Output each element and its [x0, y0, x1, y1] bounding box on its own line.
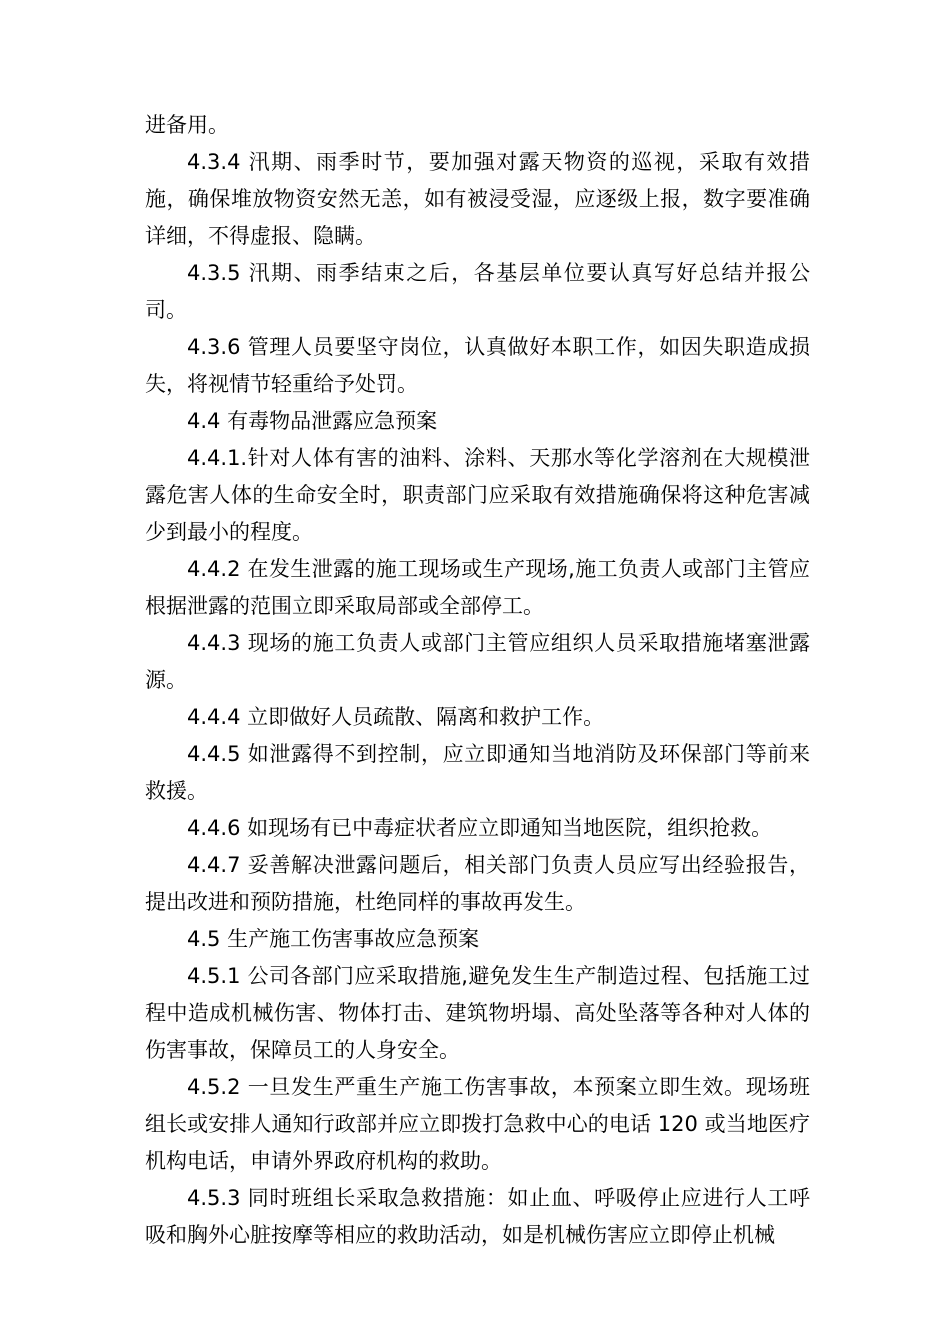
paragraph-4-4-2: 4.4.2 在发生泄露的施工现场或生产现场,施工负责人或部门主管应根据泄露的范围立即采取局部或全部停工。: [145, 557, 810, 618]
document-body: [145, 107, 810, 1254]
paragraph-4-5-3: 4.5.3 同时班组长采取急救措施：如止血、呼吸停止应进行人工呼吸和胸外心脏按摩等相应的救助活动，如是机械伤害应立即停止机械: [145, 1186, 810, 1247]
paragraph-4-4-1: 4.4.1.针对人体有害的油料、涂料、天那水等化学溶剂在大规模泄露危害人体的生命安全时，职责部门应采取有效措施确保将这种危害减少到最小的程度。: [145, 446, 810, 544]
paragraph-4-4-7: 4.4.7 妥善解决泄露问题后，相关部门负责人员应写出经验报告，提出改进和预防措施，杜绝同样的事故再发生。: [145, 853, 810, 914]
paragraph-4-4-6: 4.4.6 如现场有已中毒症状者应立即通知当地医院，组织抢救。: [187, 816, 773, 840]
paragraph-4-3-5: 4.3.5 汛期、雨季结束之后，各基层单位要认真写好总结并报公司。: [145, 261, 810, 322]
paragraph-0: 进备用。: [145, 113, 229, 137]
paragraph-4-4-5: 4.4.5 如泄露得不到控制，应立即通知当地消防及环保部门等前来救援。: [145, 742, 810, 803]
section-heading-4-5: 4.5 生产施工伤害事故应急预案: [187, 927, 480, 951]
paragraph-4-5-1: 4.5.1 公司各部门应采取措施,避免发生生产制造过程、包括施工过程中造成机械伤害、物体打击、建筑物坍塌、高处坠落等各种对人体的伤害事故，保障员工的人身安全。: [145, 964, 810, 1062]
paragraph-4-3-6: 4.3.6 管理人员要坚守岗位，认真做好本职工作，如因失职造成损失，将视情节轻重给予处罚。: [145, 335, 810, 396]
paragraph-4-4-4: 4.4.4 立即做好人员疏散、隔离和救护工作。: [187, 705, 605, 729]
section-heading-4-4: 4.4 有毒物品泄露应急预案: [187, 409, 438, 433]
paragraph-4-4-3: 4.4.3 现场的施工负责人或部门主管应组织人员采取措施堵塞泄露源。: [145, 631, 810, 692]
paragraph-4-5-2: 4.5.2 一旦发生严重生产施工伤害事故，本预案立即生效。现场班组长或安排人通知行政部并应立即拨打急救中心的电话 120 或当地医疗机构电话，申请外界政府机构的救助。: [145, 1075, 810, 1173]
paragraph-4-3-4: 4.3.4 汛期、雨季时节，要加强对露天物资的巡视，采取有效措施，确保堆放物资安然无恙，如有被浸受湿，应逐级上报，数字要准确详细，不得虚报、隐瞒。: [145, 150, 810, 248]
